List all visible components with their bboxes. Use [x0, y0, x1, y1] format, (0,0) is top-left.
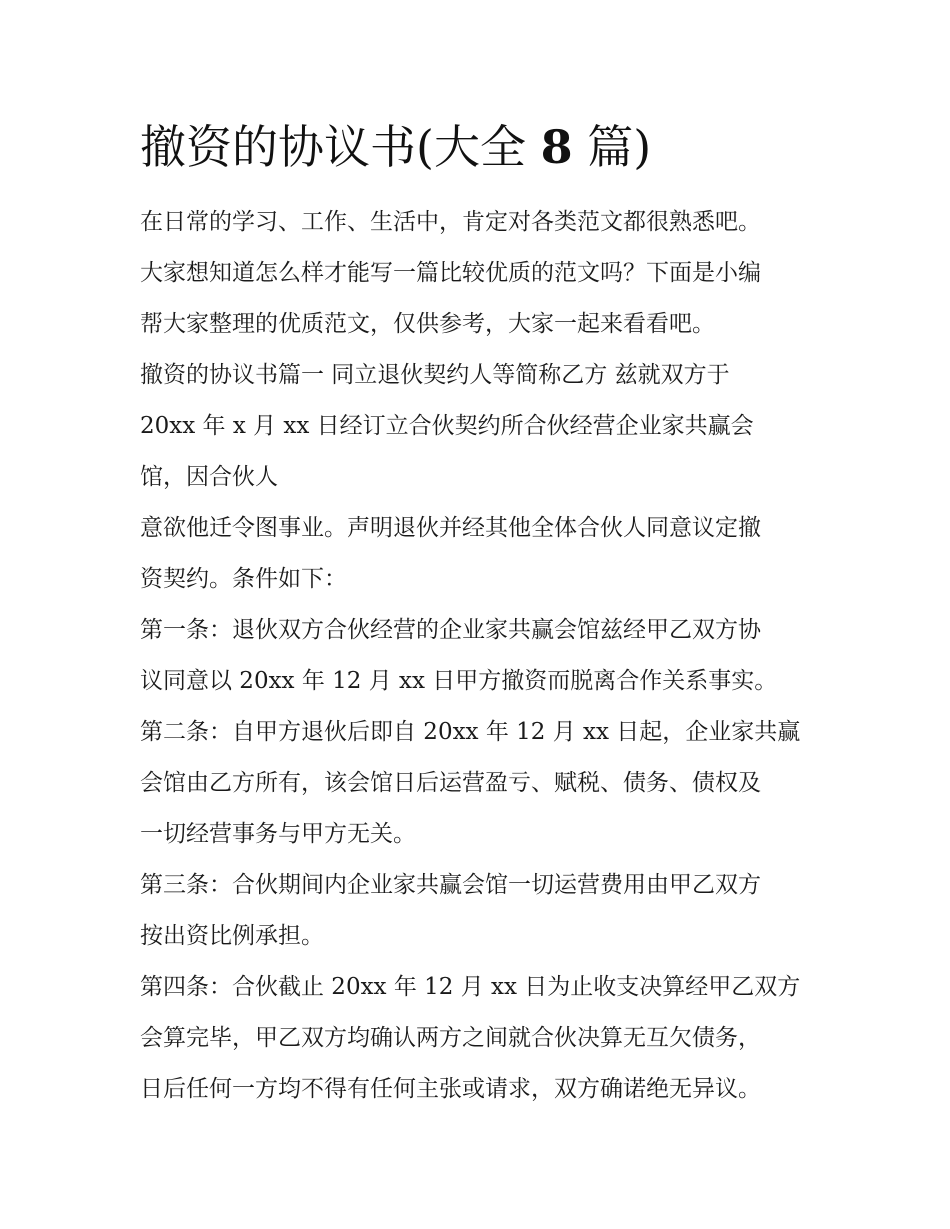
text-line: 第二条：自甲方退伙后即自 20xx 年 12 月 xx 日起，企业家共赢 [140, 719, 801, 745]
text-line: 按出资比例承担。 [140, 923, 324, 949]
text-line: 议同意以 20xx 年 12 月 xx 日甲方撤资而脱离合作关系事实。 [140, 668, 778, 694]
text-line: 第四条：合伙截止 20xx 年 12 月 xx 日为止收支决算经甲乙双方 [140, 974, 801, 1000]
text-line: 日后任何一方均不得有任何主张或请求，双方确诺绝无异议。 [140, 1076, 761, 1102]
text-line: 大家想知道怎么样才能写一篇比较优质的范文吗？下面是小编 [140, 260, 761, 286]
text-line: 帮大家整理的优质范文，仅供参考，大家一起来看看吧。 [140, 311, 715, 337]
title-suffix: 篇) [587, 120, 652, 174]
text-line: 第一条：退伙双方合伙经营的企业家共赢会馆兹经甲乙双方协 [140, 617, 761, 643]
text-line: 一切经营事务与甲方无关。 [140, 821, 416, 847]
text-line: 20xx 年 x 月 xx 日经订立合伙契约所合伙经营企业家共赢会 [140, 413, 754, 439]
title-main: 撤资的协议书(大全 [140, 120, 526, 174]
text-line: 在日常的学习、工作、生活中，肯定对各类范文都很熟悉吧。 [140, 209, 761, 235]
text-line: 资契约。条件如下： [140, 566, 347, 592]
title-number: 8 [540, 120, 573, 174]
document-title [140, 112, 651, 182]
text-line: 会馆由乙方所有，该会馆日后运营盈亏、赋税、债务、债权及 [140, 770, 761, 796]
text-line: 会算完毕，甲乙双方均确认两方之间就合伙决算无互欠债务， [140, 1025, 761, 1051]
text-line: 意欲他迁令图事业。声明退伙并经其他全体合伙人同意议定撤 [140, 515, 761, 541]
document-body [140, 197, 820, 1115]
text-line: 馆，因合伙人 [140, 464, 278, 490]
text-line: 撤资的协议书篇一 同立退伙契约人等简称乙方 兹就双方于 [140, 362, 730, 388]
text-line: 第三条：合伙期间内企业家共赢会馆一切运营费用由甲乙双方 [140, 872, 761, 898]
